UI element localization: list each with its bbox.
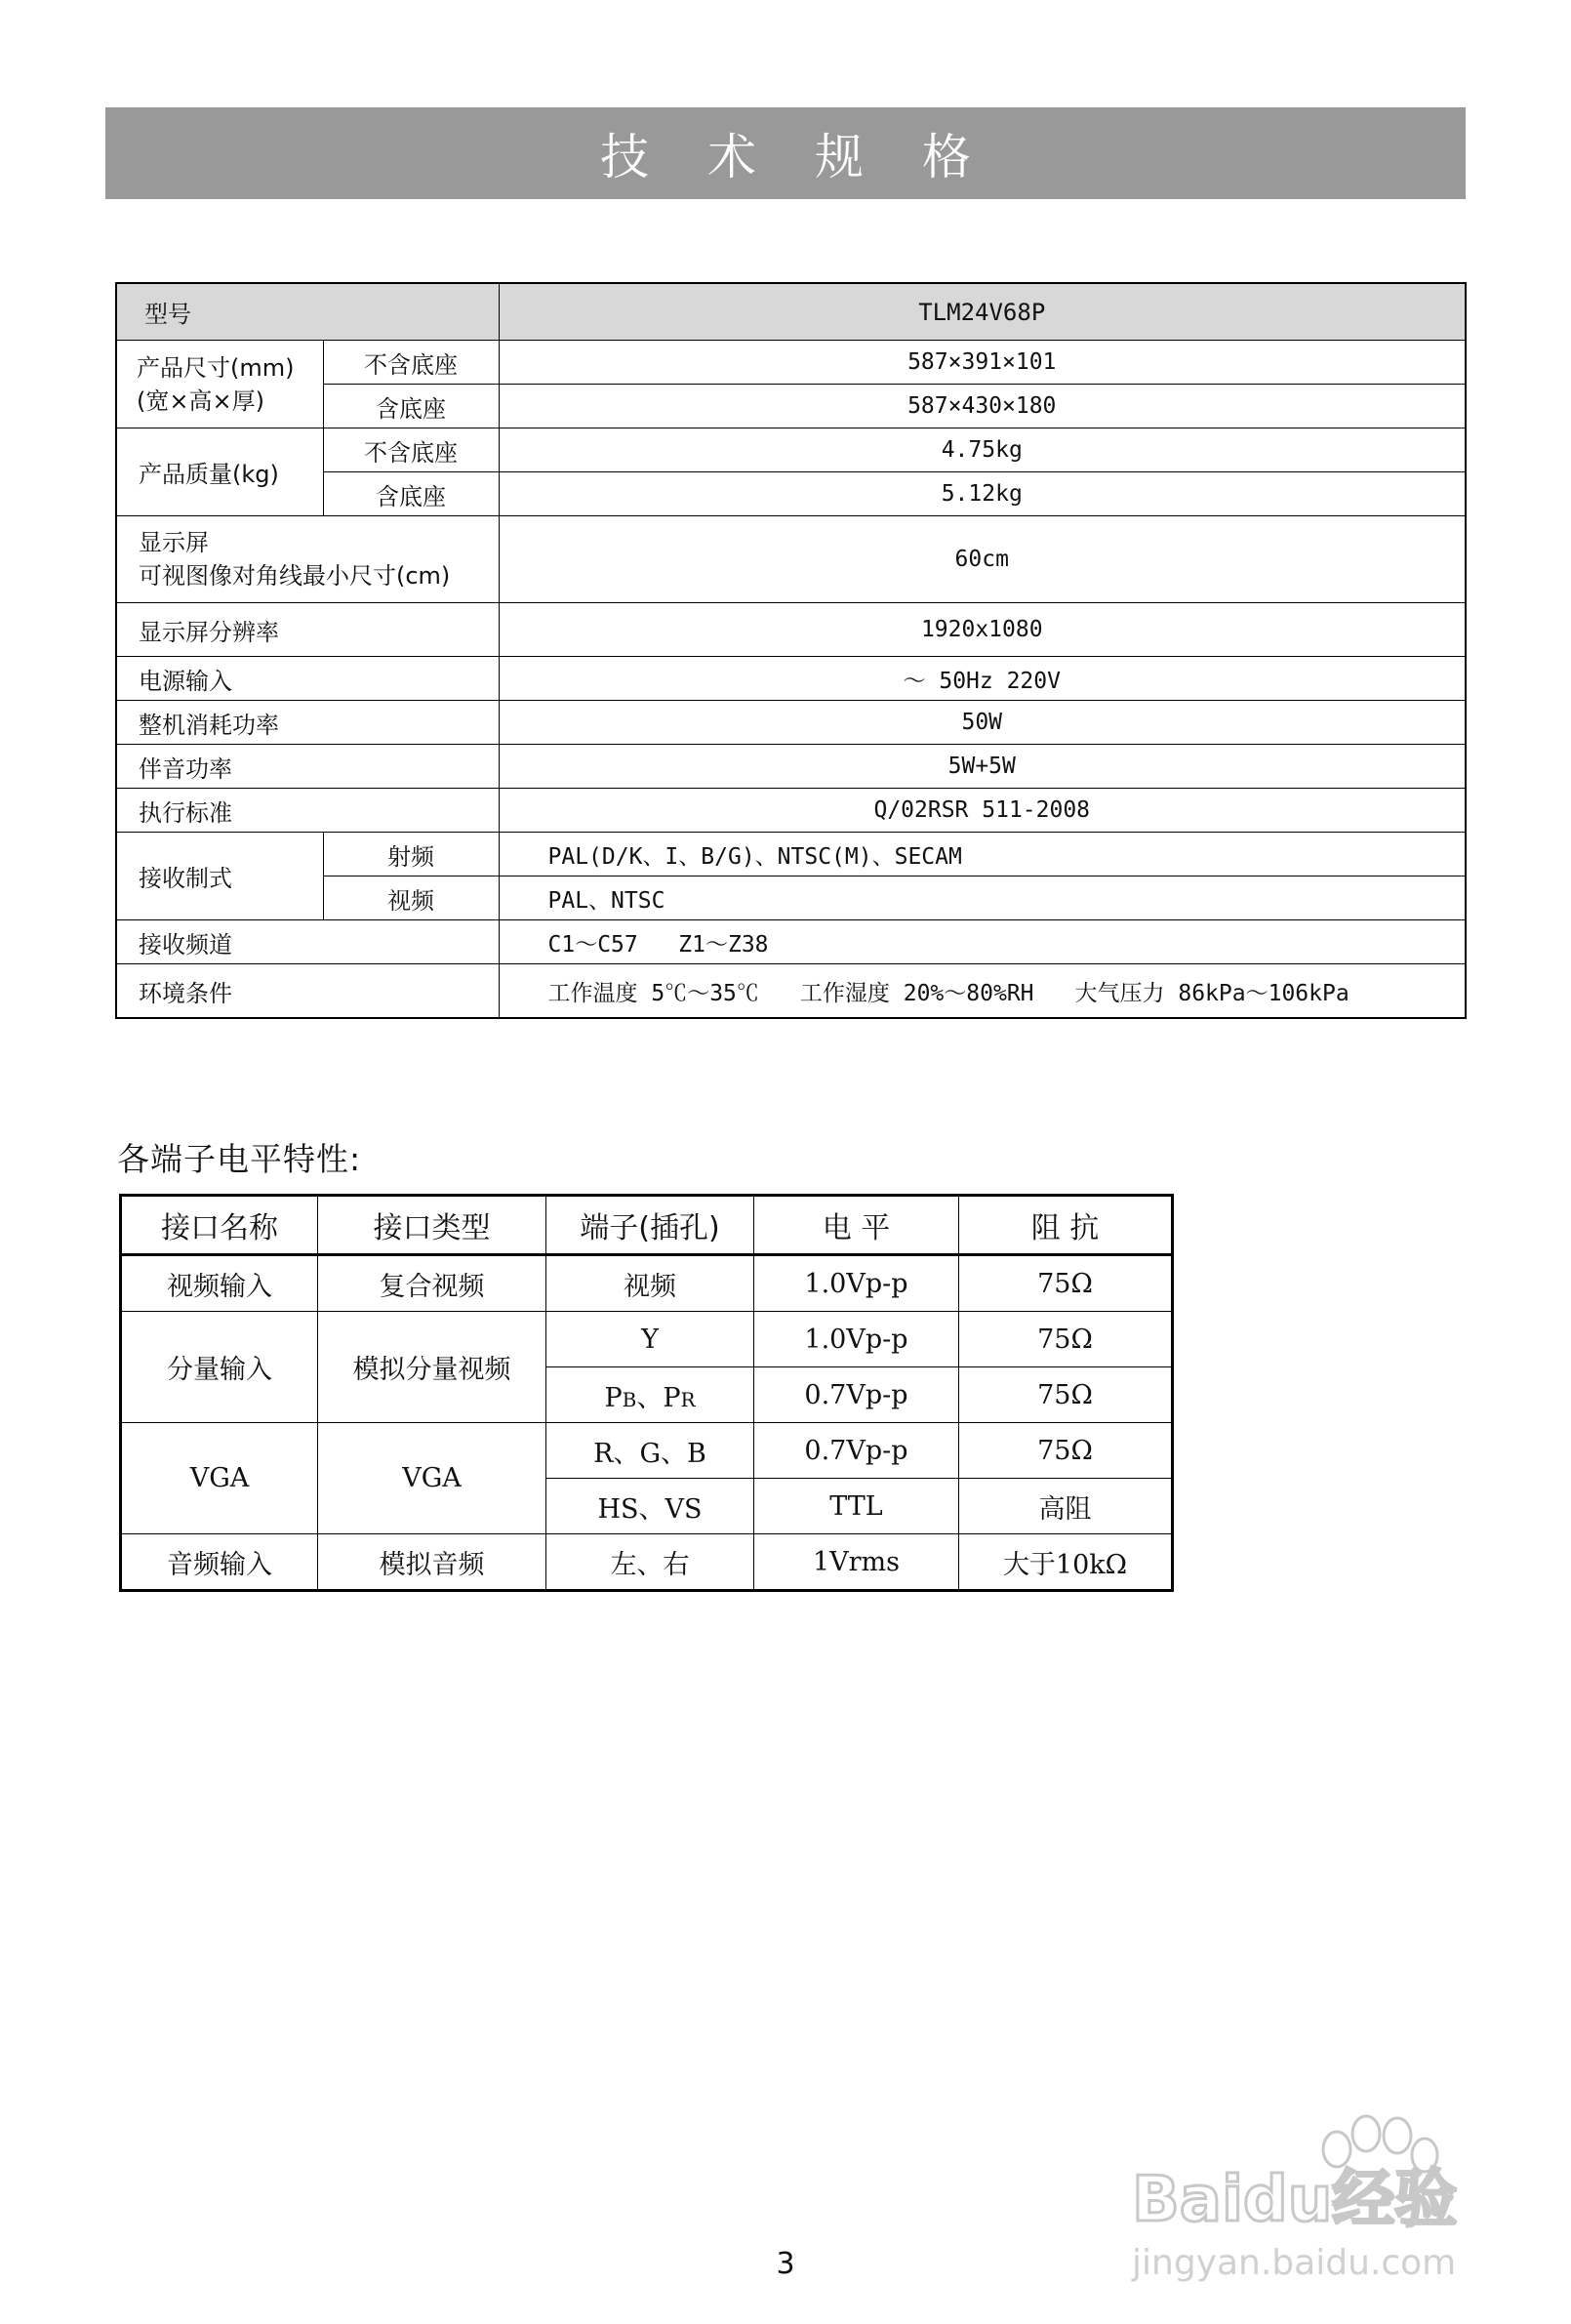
- component-terminal-y: Y: [546, 1312, 754, 1367]
- env-label: 环境条件: [116, 964, 499, 1019]
- header-interface-name: 接口名称: [121, 1196, 318, 1255]
- size-no-stand-value: 587×391×101: [499, 341, 1466, 385]
- audio-in-level: 1Vrms: [754, 1534, 959, 1591]
- power-input-label: 电源输入: [116, 657, 499, 701]
- resolution-value: 1920x1080: [499, 603, 1466, 657]
- audio-in-terminal: 左、右: [546, 1534, 754, 1591]
- header-level: 电 平: [754, 1196, 959, 1255]
- component-level-y: 1.0Vp-p: [754, 1312, 959, 1367]
- spec-row-power-consumption: [116, 701, 1466, 745]
- audio-in-impedance: 大于10kΩ: [959, 1534, 1173, 1591]
- watermark-brand: Baidu经验: [1132, 2164, 1458, 2236]
- spec-row-channel: [116, 920, 1466, 964]
- power-input-value: ～ 50Hz 220V: [499, 657, 1466, 701]
- vga-name: VGA: [121, 1423, 318, 1534]
- terminal-header-row: [121, 1196, 1173, 1255]
- pr-letter: P: [663, 1382, 681, 1413]
- pb-pr-separator: 、: [636, 1382, 664, 1413]
- pb-subscript: B: [622, 1387, 637, 1411]
- env-pressure: 大气压力 86kPa～106kPa: [1074, 980, 1349, 1006]
- component-type: 模拟分量视频: [318, 1312, 546, 1423]
- video-label: 视频: [323, 877, 499, 920]
- resolution-label: 显示屏分辨率: [116, 603, 499, 657]
- component-terminal-pb-pr: [546, 1367, 754, 1423]
- rf-label: 射频: [323, 833, 499, 877]
- audio-power-value: 5W+5W: [499, 745, 1466, 789]
- standard-label: 执行标准: [116, 789, 499, 833]
- header-terminal: 端子(插孔): [546, 1196, 754, 1255]
- table-row-component-1: [121, 1312, 1173, 1367]
- watermark-url: jingyan.baidu.com: [1132, 2243, 1457, 2283]
- screen-value: 60cm: [499, 516, 1466, 603]
- standard-value: Q/02RSR 511-2008: [499, 789, 1466, 833]
- size-no-stand-label: 不含底座: [323, 341, 499, 385]
- video-in-name: 视频输入: [121, 1255, 318, 1312]
- table-row-video-in: [121, 1255, 1173, 1312]
- power-consumption-label: 整机消耗功率: [116, 701, 499, 745]
- vga-impedance-rgb: 75Ω: [959, 1423, 1173, 1479]
- mass-no-stand-value: 4.75kg: [499, 428, 1466, 472]
- rf-value: PAL(D/K、I、B/G)、NTSC(M)、SECAM: [499, 833, 1466, 877]
- channel-value: C1～C57 Z1～Z38: [499, 920, 1466, 964]
- audio-in-type: 模拟音频: [318, 1534, 546, 1591]
- spec-row-size-no-stand: [116, 341, 1466, 385]
- terminal-table: [119, 1194, 1174, 1592]
- component-name: 分量输入: [121, 1312, 318, 1423]
- spec-row-screen: [116, 516, 1466, 603]
- mass-stand-value: 5.12kg: [499, 472, 1466, 516]
- spec-row-power-input: [116, 657, 1466, 701]
- spec-table: [115, 282, 1467, 1019]
- video-in-terminal: 视频: [546, 1255, 754, 1312]
- power-consumption-value: 50W: [499, 701, 1466, 745]
- screen-label-line1: 显示屏: [139, 529, 209, 556]
- mass-label: 产品质量(kg): [116, 428, 323, 516]
- spec-row-audio-power: [116, 745, 1466, 789]
- size-label-line1: 产品尺寸(mm): [137, 353, 295, 382]
- vga-level-rgb: 0.7Vp-p: [754, 1423, 959, 1479]
- model-value: TLM24V68P: [499, 283, 1466, 341]
- page-title-bar: [105, 107, 1466, 199]
- spec-row-resolution: [116, 603, 1466, 657]
- vga-impedance-sync: 高阻: [959, 1479, 1173, 1534]
- header-interface-type: 接口类型: [318, 1196, 546, 1255]
- size-label-line2: (宽×高×厚): [137, 387, 264, 415]
- env-value: [499, 964, 1466, 1019]
- model-label: 型号: [116, 283, 499, 341]
- vga-terminal-rgb: R、G、B: [546, 1423, 754, 1479]
- spec-row-mass-no-stand: [116, 428, 1466, 472]
- audio-power-label: 伴音功率: [116, 745, 499, 789]
- env-temp: 工作温度 5℃～35℃: [547, 980, 759, 1006]
- video-value: PAL、NTSC: [499, 877, 1466, 920]
- header-impedance: 阻 抗: [959, 1196, 1173, 1255]
- screen-label: [116, 516, 499, 603]
- size-stand-value: 587×430×180: [499, 385, 1466, 428]
- table-row-vga-1: [121, 1423, 1173, 1479]
- vga-terminal-sync: HS、VS: [546, 1479, 754, 1534]
- env-humidity: 工作湿度 20%～80%RH: [799, 980, 1034, 1006]
- reception-label: 接收制式: [116, 833, 323, 920]
- spec-row-env: [116, 964, 1466, 1019]
- video-in-type: 复合视频: [318, 1255, 546, 1312]
- vga-type: VGA: [318, 1423, 546, 1534]
- component-level-pb-pr: 0.7Vp-p: [754, 1367, 959, 1423]
- vga-level-sync: TTL: [754, 1479, 959, 1534]
- page-number: 3: [776, 2247, 795, 2281]
- terminal-section-title: 各端子电平特性:: [117, 1140, 362, 1178]
- pb-letter: P: [604, 1382, 623, 1413]
- channel-label: 接收频道: [116, 920, 499, 964]
- mass-no-stand-label: 不含底座: [323, 428, 499, 472]
- table-row-audio-in: [121, 1534, 1173, 1591]
- mass-stand-label: 含底座: [323, 472, 499, 516]
- spec-row-model: [116, 283, 1466, 341]
- component-impedance-y: 75Ω: [959, 1312, 1173, 1367]
- page-title: 技 术 规 格: [600, 129, 992, 185]
- audio-in-name: 音频输入: [121, 1534, 318, 1591]
- size-stand-label: 含底座: [323, 385, 499, 428]
- spec-row-standard: [116, 789, 1466, 833]
- screen-label-line2: 可视图像对角线最小尺寸(cm): [139, 562, 451, 590]
- size-label: [116, 341, 323, 428]
- video-in-impedance: 75Ω: [959, 1255, 1173, 1312]
- spec-row-rf: [116, 833, 1466, 877]
- component-impedance-pb-pr: 75Ω: [959, 1367, 1173, 1423]
- pr-subscript: R: [680, 1387, 696, 1411]
- video-in-level: 1.0Vp-p: [754, 1255, 959, 1312]
